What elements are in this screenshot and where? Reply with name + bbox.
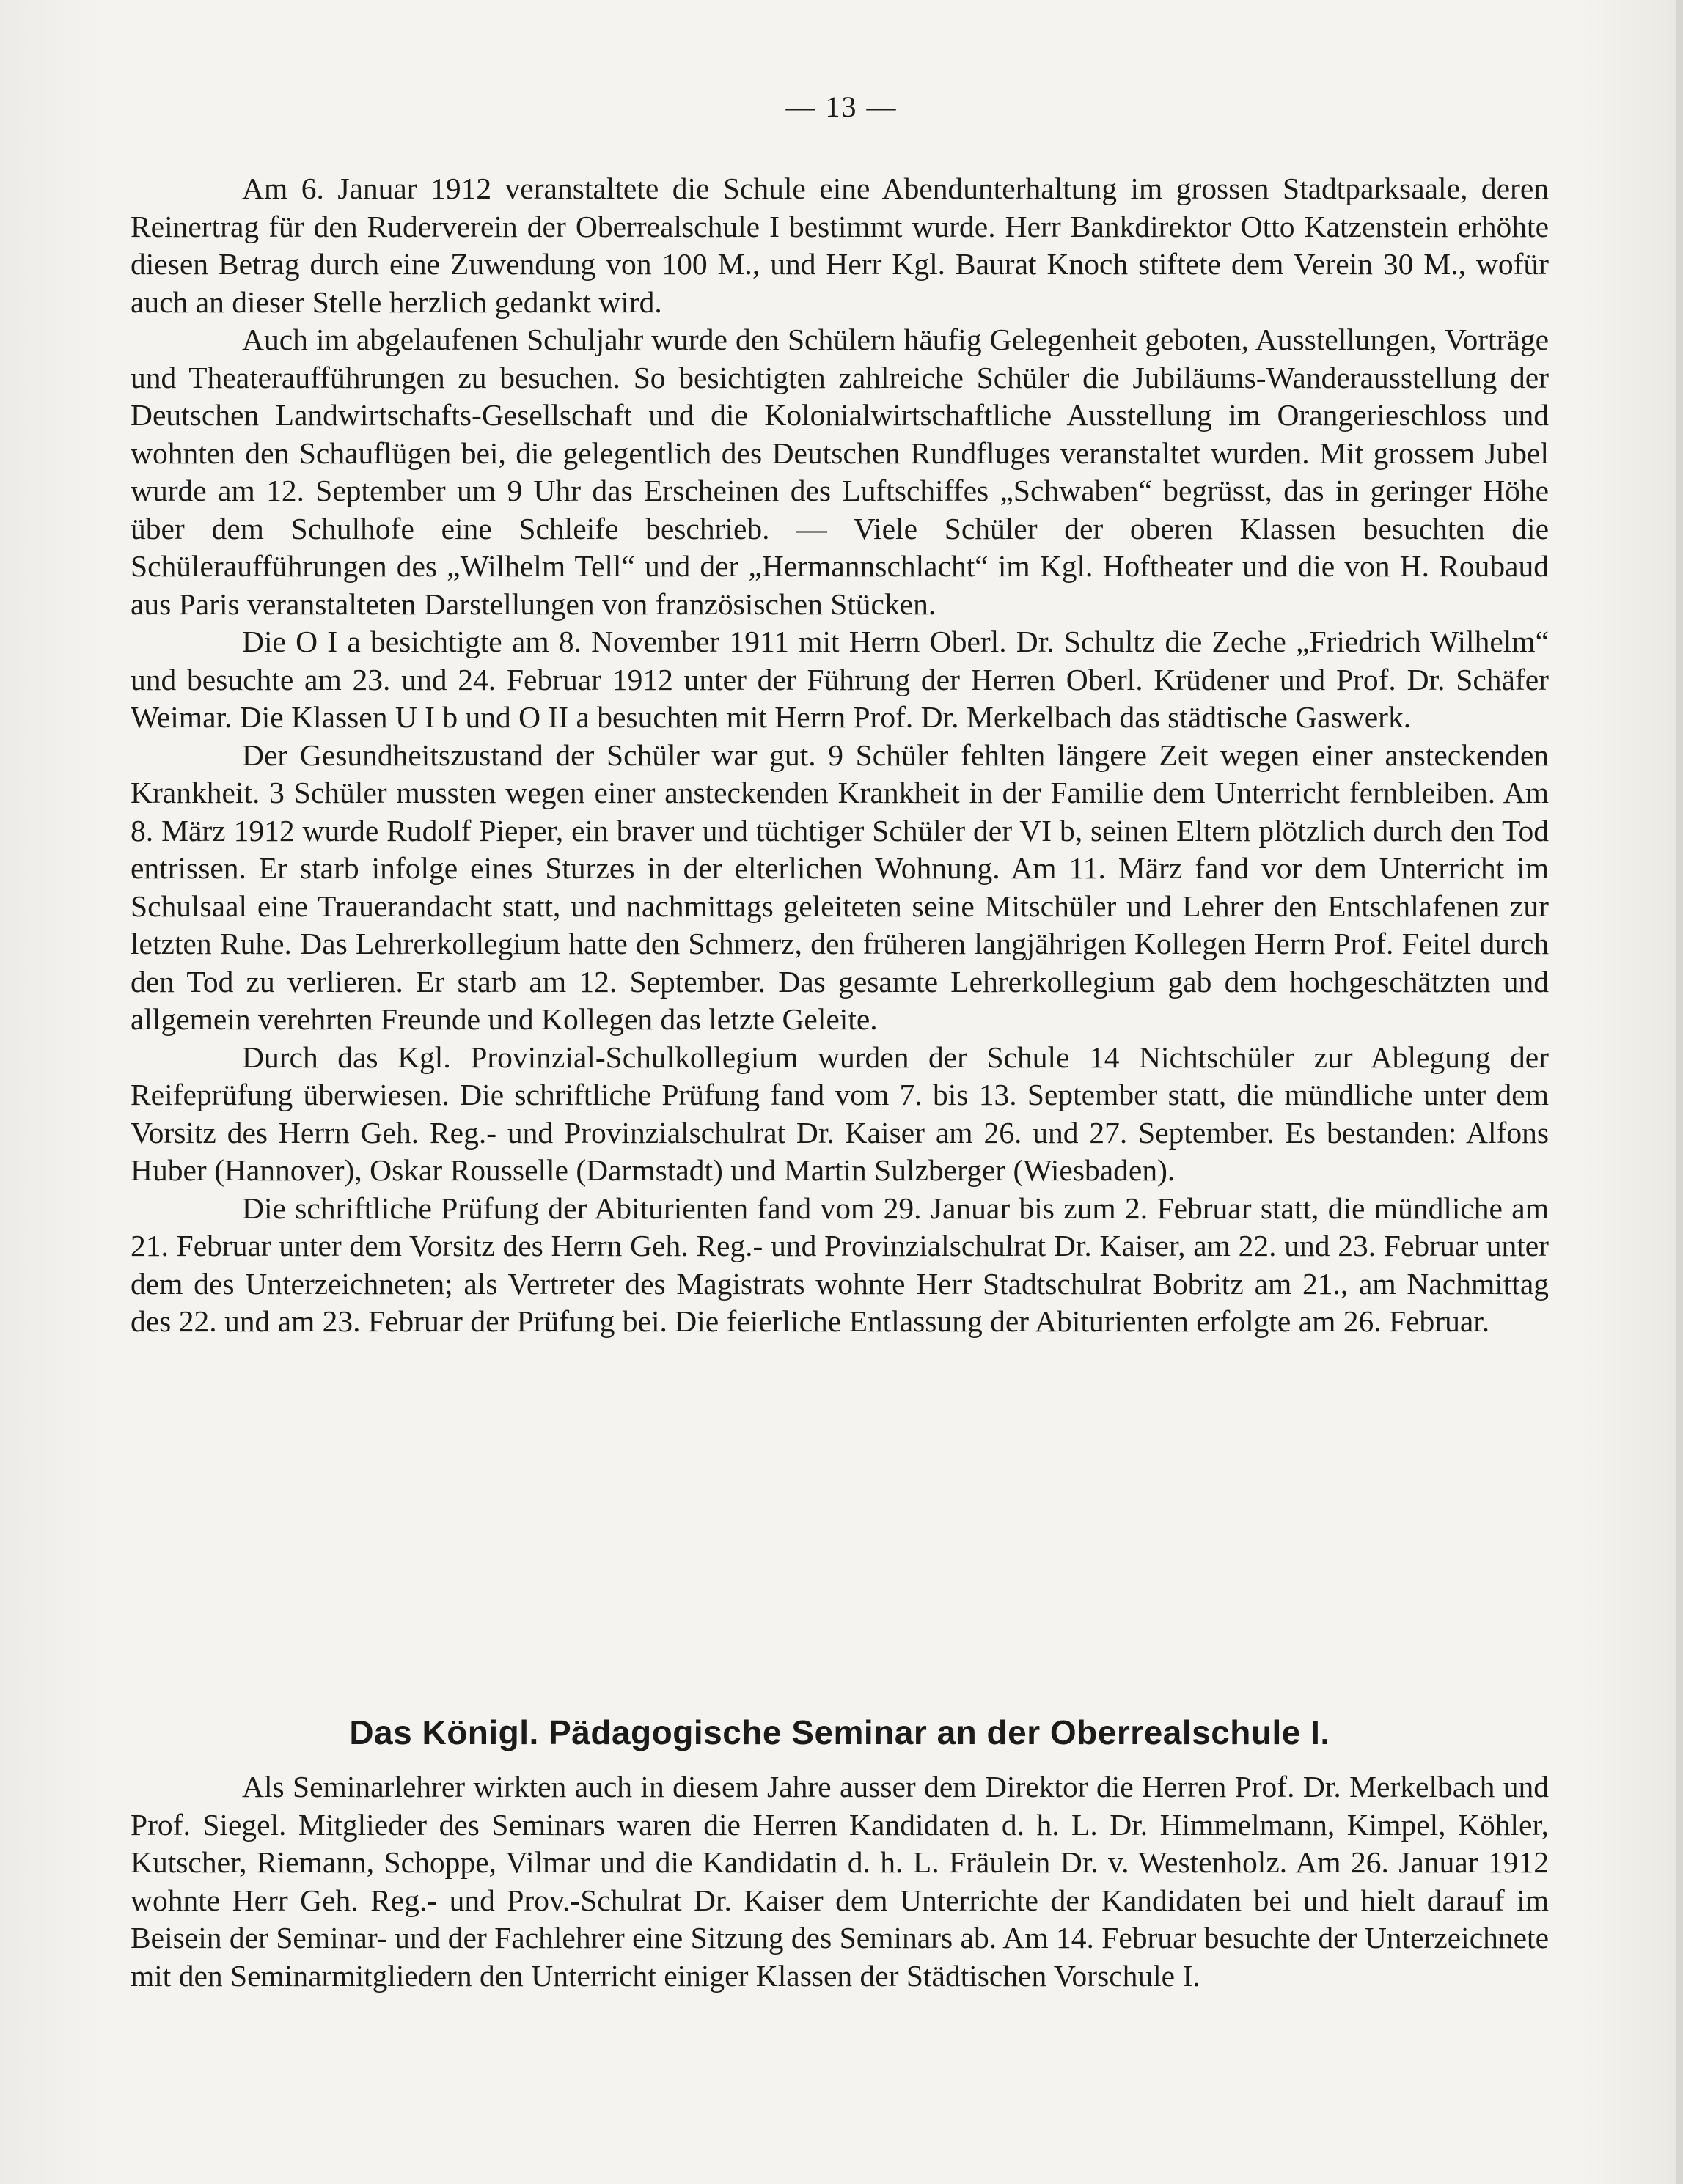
paragraph-excursions: Die O I a besichtigte am 8. November 1911 mit Herrn Oberl. Dr. Schultz die Zeche „Friedrich Wilhelm“ und besuchte am 23. und 24. Februar 1912 unter der Führung der Herren Oberl. Krüdener und Prof. Dr. Schäfer Weimar. Die Klassen U I b und O II a besuchten mit Herrn Prof. Dr. Merkelbach das städtische Gaswerk. <box>131 625 1549 734</box>
paragraph-seminar: Als Seminarlehrer wirkten auch in diesem Jahre ausser dem Direktor die Herren Prof. Dr. Merkelbach und Prof. Siegel. Mitglieder des Seminars waren die Herren Kandidaten d. h. L. Dr. Himmelmann, Kimpel, Köhler, Kutscher, Riemann, Schoppe, Vilmar und die Kandidatin d. h. L. Fräulein Dr. v. Westenholz. Am 26. Januar 1912 wohnte Herr Geh. Reg.- und Prov.-Schulrat Dr. Kaiser dem Unterrichte der Kandidaten bei und hielt darauf im Beisein der Seminar- und der Fachlehrer eine Sitzung des Seminars ab. Am 14. Februar besuchte der Unterzeichnete mit den Seminarmitgliedern den Unterricht einiger Klassen der Städtischen Vorschule I. <box>131 1770 1549 1993</box>
seminar-section <box>131 1768 1549 1995</box>
section-heading-seminar: Das Königl. Pädagogische Seminar an der Oberrealschule I. <box>349 1713 1330 1751</box>
paragraph-external-exam: Durch das Kgl. Provinzial-Schulkollegium wurden der Schule 14 Nichtschüler zur Ablegung der Reifeprüfung überwiesen. Die schriftliche Prüfung fand vom 7. bis 13. September statt, die mündliche unter dem Vorsitz des Herrn Geh. Reg.- und Provinzialschulrat Dr. Kaiser am 26. und 27. September. Es bestanden: Alfons Huber (Hannover), Oskar Rousselle (Darmstadt) und Martin Sulzberger (Wiesbaden). <box>131 1040 1549 1187</box>
page-edge <box>1676 0 1683 2184</box>
school-events-section <box>131 170 1549 1341</box>
page-number: — 13 — <box>785 90 898 123</box>
paragraph-exhibitions: Auch im abgelaufenen Schuljahr wurde den Schülern häufig Gelegenheit geboten, Ausstellungen, Vorträge und Theateraufführungen zu besuchen. So besichtigten zahlreiche Schüler die Jubiläums-Wanderausstellung der Deutschen Landwirtschafts-Gesellschaft und die Kolonialwirtschaftliche Ausstellung im Orangerieschloss und wohnten den Schauflügen bei, die gelegentlich des Deutschen Rundfluges veranstaltet wurden. Mit grossem Jubel wurde am 12. September um 9 Uhr das Erscheinen des Luftschiffes „Schwaben“ begrüsst, das in geringer Höhe über dem Schulhofe eine Schleife beschrieb. — Viele Schüler der oberen Klassen besuchten die Schüleraufführungen des „Wilhelm Tell“ und der „Hermannschlacht“ im Kgl. Hoftheater und die von H. Roubaud aus Paris veranstalteten Darstellungen von französischen Stücken. <box>131 323 1549 621</box>
paragraph-evening-event: Am 6. Januar 1912 veranstaltete die Schule eine Abendunterhaltung im grossen Stadtparksaale, deren Reinertrag für den Ruderverein der Oberrealschule I bestimmt wurde. Herr Bankdirektor Otto Katzenstein erhöhte diesen Betrag durch eine Zuwendung von 100 M., und Herr Kgl. Baurat Knoch stiftete dem Verein 30 M., wofür auch an dieser Stelle herzlich gedankt wird. <box>131 172 1549 319</box>
paragraph-abitur-exam: Die schriftliche Prüfung der Abiturienten fand vom 29. Januar bis zum 2. Februar statt, die mündliche am 21. Februar unter dem Vorsitz des Herrn Geh. Reg.- und Provinzialschulrat Dr. Kaiser, am 22. und 23. Februar unter dem des Unterzeichneten; als Vertreter des Magistrats wohnte Herr Stadtschulrat Bobritz am 21., am Nachmittag des 22. und am 23. Februar der Prüfung bei. Die feierliche Entlassung der Abiturienten erfolgte am 26. Februar. <box>131 1191 1549 1338</box>
paragraph-health: Der Gesundheitszustand der Schüler war gut. 9 Schüler fehlten längere Zeit wegen einer ansteckenden Krankheit. 3 Schüler mussten wegen einer ansteckenden Krankheit in der Familie dem Unterricht fernbleiben. Am 8. März 1912 wurde Rudolf Pieper, ein braver und tüchtiger Schüler der VI b, seinen Eltern plötzlich durch den Tod entrissen. Er starb infolge eines Sturzes in der elterlichen Wohnung. Am 11. März fand vor dem Unterricht im Schulsaal eine Trauerandacht statt, und nachmittags geleiteten seine Mitschüler und Lehrer den Entschlafenen zur letzten Ruhe. Das Lehrerkollegium hatte den Schmerz, den früheren langjährigen Kollegen Herrn Prof. Feitel durch den Tod zu verlieren. Er starb am 12. September. Das gesamte Lehrerkollegium gab dem hochgeschätzten und allgemein verehrten Freunde und Kollegen das letzte Geleite. <box>131 738 1549 1036</box>
